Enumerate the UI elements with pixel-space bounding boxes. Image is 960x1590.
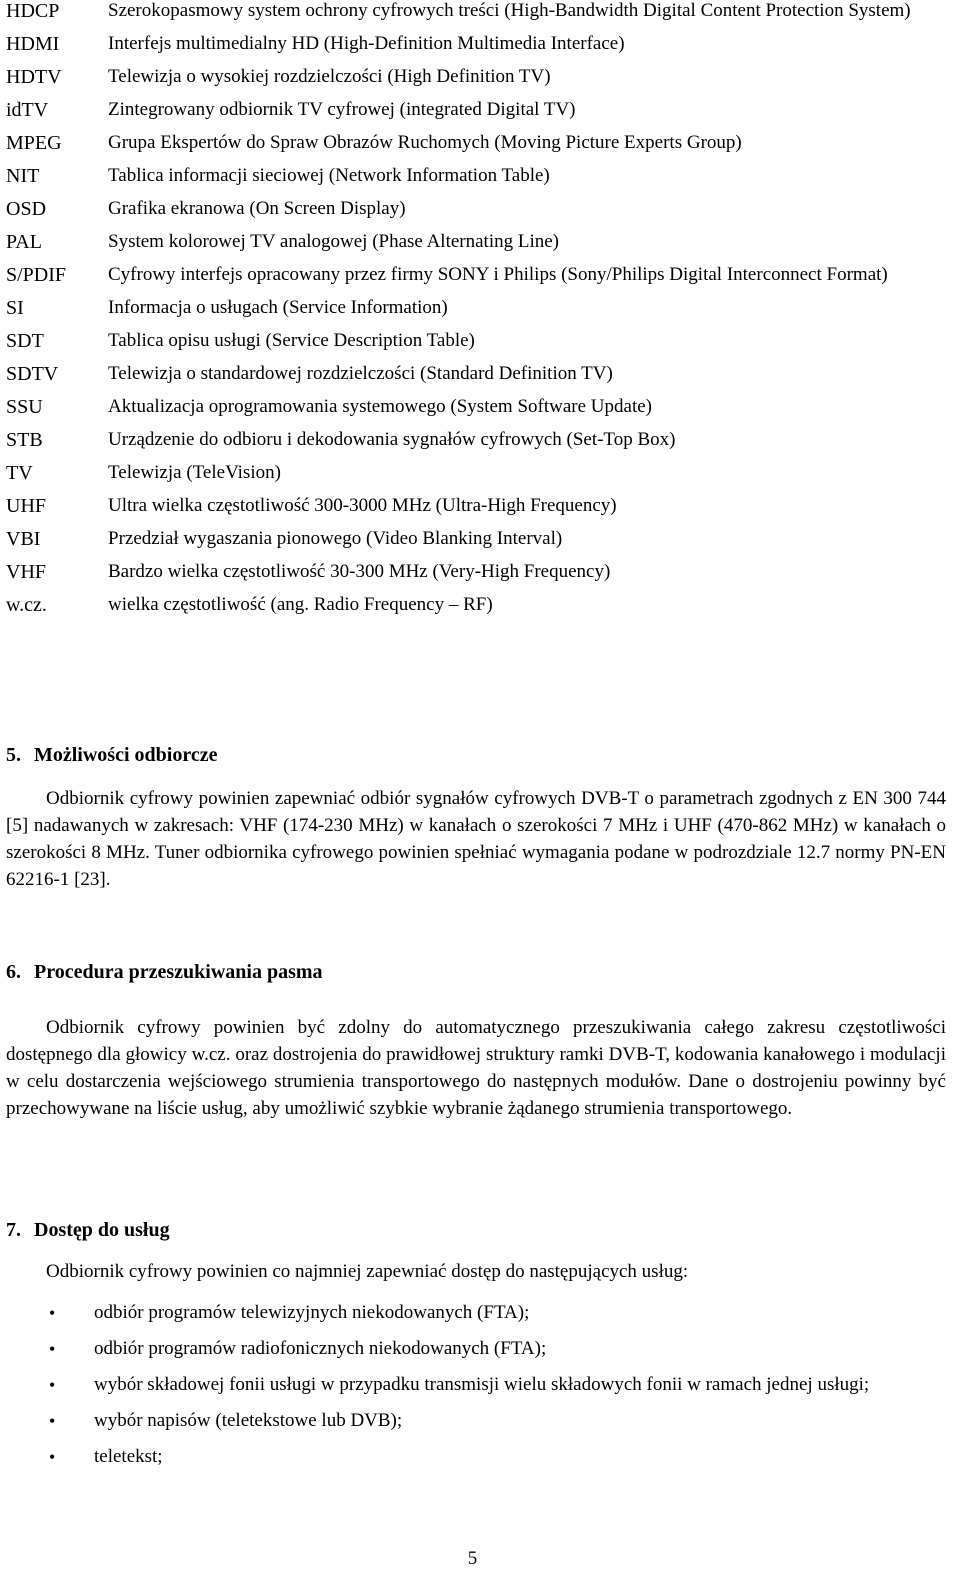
abbreviation-row	[6, 297, 956, 319]
abbreviation-definition: Grupa Ekspertów do Spraw Obrazów Ruchomych (Moving Picture Experts Group)	[108, 132, 742, 153]
abbreviation-term: HDTV	[6, 66, 62, 88]
abbreviations-list	[6, 0, 956, 627]
abbreviation-row	[6, 231, 956, 253]
section-title: Dostęp do usług	[34, 1219, 170, 1241]
abbreviation-term: idTV	[6, 99, 49, 121]
abbreviation-row	[6, 429, 956, 451]
abbreviation-definition: Aktualizacja oprogramowania systemowego (System Software Update)	[108, 396, 652, 417]
abbreviation-term: SI	[6, 297, 24, 319]
abbreviation-row	[6, 165, 956, 187]
abbreviation-row	[6, 363, 956, 385]
section-5-heading	[6, 743, 217, 767]
abbreviation-definition: Telewizja (TeleVision)	[108, 462, 281, 483]
section-5-paragraph: Odbiornik cyfrowy powinien zapewniać odbiór sygnałów cyfrowych DVB-T o parametrach zgodnych z EN 300 744 [5] nadawanych w zakresach: VHF (174-230 MHz) w kanałach o szerokości 7 MHz i UHF (470-862 MHz) w kanałach o szerokości 8 MHz. Tuner odbiornika cyfrowego powinien spełniać wymagania podane w podrozdziale 12.7 normy PN-EN 62216-1 [23].	[6, 788, 946, 890]
abbreviation-term: PAL	[6, 231, 42, 253]
abbreviation-definition: Cyfrowy interfejs opracowany przez firmy SONY i Philips (Sony/Philips Digital Interconnect Format)	[108, 264, 888, 285]
abbreviation-term: w.cz.	[6, 594, 47, 616]
list-item	[6, 1444, 946, 1470]
abbreviation-term: UHF	[6, 495, 47, 517]
abbreviation-term: OSD	[6, 198, 47, 220]
abbreviation-term: MPEG	[6, 132, 62, 154]
abbreviation-definition: Zintegrowany odbiornik TV cyfrowej (integrated Digital TV)	[108, 99, 576, 120]
section-title: Możliwości odbiorcze	[34, 744, 218, 766]
list-item	[6, 1300, 946, 1326]
abbreviation-row	[6, 330, 956, 352]
bullet-icon: •	[49, 1447, 56, 1467]
section-number: 6.	[6, 961, 21, 983]
abbreviation-row	[6, 132, 956, 154]
abbreviation-row	[6, 462, 956, 484]
services-bullet-list	[6, 1300, 946, 1480]
bullet-icon: •	[49, 1339, 56, 1359]
section-6-paragraph: Odbiornik cyfrowy powinien być zdolny do automatycznego przeszukiwania całego zakresu częstotliwości dostępnego dla głowicy w.cz. oraz dostrojenia do prawidłowej struktury ramki DVB-T, kodowania kanałowego i modulacji w celu dostarczenia wejściowego strumienia transportowego do następnych modułów. Dane o dostrojeniu powinny być przechowywane na liście usług, aby umożliwić szybkie wybranie żądanego strumienia transportowego.	[6, 1017, 946, 1119]
abbreviation-term: TV	[6, 462, 33, 484]
abbreviation-row	[6, 99, 956, 121]
abbreviation-row	[6, 594, 956, 616]
bullet-icon: •	[49, 1411, 56, 1431]
list-item-text: odbiór programów radiofonicznych niekodowanych (FTA);	[94, 1338, 547, 1359]
section-title: Procedura przeszukiwania pasma	[34, 961, 323, 983]
abbreviation-definition: Ultra wielka częstotliwość 300-3000 MHz (Ultra-High Frequency)	[108, 495, 617, 516]
abbreviation-row	[6, 198, 956, 220]
abbreviation-term: VHF	[6, 561, 47, 583]
abbreviation-definition: Tablica opisu usługi (Service Description Table)	[108, 330, 475, 351]
abbreviation-term: SDT	[6, 330, 44, 352]
abbreviation-definition: Przedział wygaszania pionowego (Video Blanking Interval)	[108, 528, 563, 549]
section-6-heading	[6, 960, 323, 984]
abbreviation-definition: Interfejs multimedialny HD (High-Definition Multimedia Interface)	[108, 33, 625, 54]
abbreviation-definition: Informacja o usługach (Service Information)	[108, 297, 448, 318]
bullet-icon: •	[49, 1375, 56, 1395]
abbreviation-definition: System kolorowej TV analogowej (Phase Alternating Line)	[108, 231, 559, 252]
list-item-text: odbiór programów telewizyjnych niekodowanych (FTA);	[94, 1302, 530, 1323]
page-number: 5	[467, 1548, 478, 1569]
list-item-text: teletekst;	[94, 1446, 163, 1467]
list-item	[6, 1336, 946, 1362]
abbreviation-definition: Grafika ekranowa (On Screen Display)	[108, 198, 406, 219]
abbreviation-row	[6, 264, 956, 286]
abbreviation-row	[6, 0, 956, 22]
abbreviation-definition: Telewizja o wysokiej rozdzielczości (High Definition TV)	[108, 66, 551, 87]
abbreviation-definition: Telewizja o standardowej rozdzielczości (Standard Definition TV)	[108, 363, 613, 384]
section-7-heading	[6, 1218, 170, 1242]
section-number: 7.	[6, 1219, 21, 1241]
abbreviation-row	[6, 66, 956, 88]
section-number: 5.	[6, 744, 21, 766]
abbreviation-row	[6, 495, 956, 517]
abbreviation-term: S/PDIF	[6, 264, 67, 286]
section-7-paragraph: Odbiornik cyfrowy powinien co najmniej zapewniać dostęp do następujących usług:	[46, 1261, 689, 1282]
abbreviation-row	[6, 396, 956, 418]
abbreviation-definition: Tablica informacji sieciowej (Network Information Table)	[108, 165, 550, 186]
abbreviation-definition: Szerokopasmowy system ochrony cyfrowych treści (High-Bandwidth Digital Content Protection System)	[108, 0, 911, 21]
list-item	[6, 1372, 946, 1398]
list-item-text: wybór składowej fonii usługi w przypadku transmisji wielu składowych fonii w ramach jednej usługi;	[94, 1374, 870, 1395]
abbreviation-definition: wielka częstotliwość (ang. Radio Frequency – RF)	[108, 594, 493, 615]
abbreviation-term: SDTV	[6, 363, 59, 385]
abbreviation-definition: Urządzenie do odbioru i dekodowania sygnałów cyfrowych (Set-Top Box)	[108, 429, 676, 450]
bullet-icon: •	[49, 1303, 56, 1323]
abbreviation-term: NIT	[6, 165, 40, 187]
abbreviation-term: HDMI	[6, 33, 60, 55]
list-item-text: wybór napisów (teletekstowe lub DVB);	[94, 1410, 403, 1431]
abbreviation-definition: Bardzo wielka częstotliwość 30-300 MHz (Very-High Frequency)	[108, 561, 611, 582]
abbreviation-row	[6, 33, 956, 55]
abbreviation-row	[6, 561, 956, 583]
abbreviation-term: SSU	[6, 396, 43, 418]
list-item	[6, 1408, 946, 1434]
abbreviation-term: HDCP	[6, 0, 60, 22]
abbreviation-term: STB	[6, 429, 43, 451]
abbreviation-term: VBI	[6, 528, 41, 550]
abbreviation-row	[6, 528, 956, 550]
